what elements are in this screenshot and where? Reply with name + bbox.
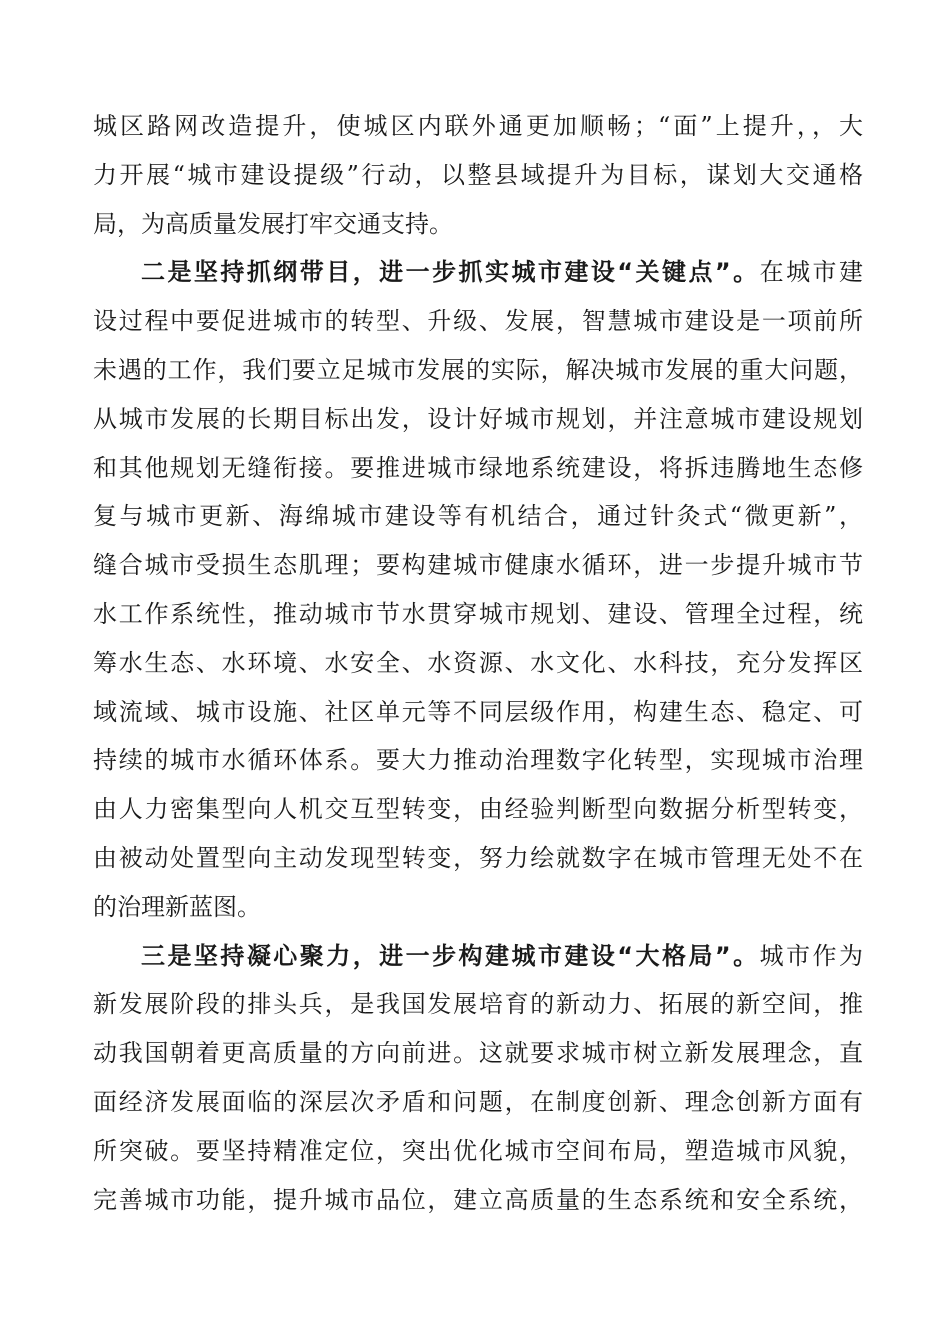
text-line: 由人力密集型向人机交互型转变，由经验判断型向数据分析型转变，	[93, 795, 863, 824]
text-line: 设过程中要促进城市的转型、升级、发展，智慧城市建设是一项前所	[93, 307, 863, 336]
paragraph-1	[93, 102, 863, 248]
text-line: 局，为高质量发展打牢交通支持。	[93, 209, 453, 238]
text-line: 域流域、城市设施、社区单元等不同层级作用，构建生态、稳定、可	[93, 697, 863, 726]
paragraph-lead-rest: 在城市建	[759, 258, 864, 287]
text-line	[93, 248, 863, 297]
text-line: 由被动处置型向主动发现型转变，努力绘就数字在城市管理无处不在	[93, 843, 863, 872]
text-line: 和其他规划无缝衔接。要推进城市绿地系统建设，将拆违腾地生态修	[93, 453, 863, 482]
paragraph-lead: 三是坚持凝心聚力，进一步构建城市建设“大格局”。	[141, 941, 760, 970]
text-line: 所突破。要坚持精准定位，突出优化城市空间布局，塑造城市风貌，	[93, 1136, 863, 1165]
text-line: 水工作系统性，推动城市节水贯穿城市规划、建设、管理全过程，统	[93, 599, 863, 628]
paragraph-lead-rest: 城市作为	[759, 941, 864, 970]
text-line: 缝合城市受损生态肌理；要构建城市健康水循环，进一步提升城市节	[93, 551, 863, 580]
text-line: 新发展阶段的排头兵，是我国发展培育的新动力、拓展的新空间，推	[93, 990, 863, 1019]
text-line: 完善城市功能，提升城市品位，建立高质量的生态系统和安全系统，	[93, 1185, 863, 1214]
text-line: 力开展“城市建设提级”行动，以整县域提升为目标，谋划大交通格	[93, 160, 863, 189]
text-line: 的治理新蓝图。	[93, 892, 261, 921]
paragraph-lead: 二是坚持抓纲带目，进一步抓实城市建设“关键点”。	[141, 258, 760, 287]
text-line: 筹水生态、水环境、水安全、水资源、水文化、水科技，充分发挥区	[93, 648, 863, 677]
text-line: 面经济发展面临的深层次矛盾和问题，在制度创新、理念创新方面有	[93, 1087, 863, 1116]
text-line: 从城市发展的长期目标出发，设计好城市规划，并注意城市建设规划	[93, 404, 863, 433]
text-line: 未遇的工作，我们要立足城市发展的实际，解决城市发展的重大问题，	[93, 355, 863, 384]
text-line: 复与城市更新、海绵城市建设等有机结合，通过针灸式“微更新”，	[93, 502, 863, 531]
text-line: 持续的城市水循环体系。要大力推动治理数字化转型，实现城市治理	[93, 746, 863, 775]
paragraph-2	[93, 248, 863, 931]
text-line: 城区路网改造提升，使城区内联外通更加顺畅；“面”上提升，，大	[93, 112, 863, 140]
paragraph-3	[93, 932, 863, 1225]
text-line: 动我国朝着更高质量的方向前进。这就要求城市树立新发展理念，直	[93, 1039, 863, 1068]
document-page	[93, 102, 863, 1224]
text-line	[93, 932, 863, 981]
